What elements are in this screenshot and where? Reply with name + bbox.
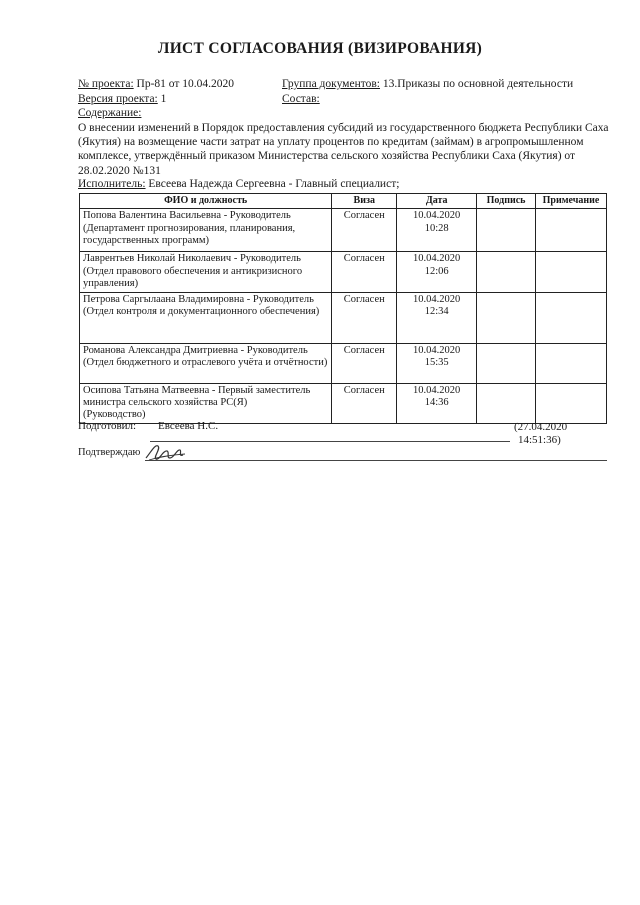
signature-cell xyxy=(477,292,536,343)
table-row xyxy=(80,383,607,423)
content-label: Содержание: xyxy=(78,107,142,119)
approver-name: Романова Александра Дмитриевна - Руководитель xyxy=(83,344,308,356)
date-value: 10.04.2020 xyxy=(413,210,461,222)
document-group-label: Группа документов: xyxy=(282,78,380,90)
date-value: 10.04.2020 xyxy=(413,293,461,305)
project-number-label: № проекта: xyxy=(78,78,134,90)
approver-cell xyxy=(80,343,332,383)
signature-cell xyxy=(477,343,536,383)
visa-cell: Согласен xyxy=(332,209,397,252)
approval-table xyxy=(79,193,607,424)
date-cell xyxy=(397,383,477,423)
approver-department: (Отдел бюджетного и отраслевого учёта и отчётности) xyxy=(83,357,328,369)
table-row xyxy=(80,343,607,383)
header-signature: Подпись xyxy=(477,194,536,209)
project-number-value: Пр-81 от 10.04.2020 xyxy=(136,78,235,90)
project-version-value: 1 xyxy=(160,93,167,105)
approver-department: (Департамент прогнозирования, планирования, государственных программ) xyxy=(83,222,296,247)
confirm-divider xyxy=(145,460,607,461)
approver-name: Лаврентьев Николай Николаевич - Руководитель xyxy=(83,253,301,265)
composition-label: Состав: xyxy=(282,93,320,105)
prepared-name: Евсеева Н.С. xyxy=(158,420,219,432)
approver-name: Осипова Татьяна Матвеевна - Первый заместитель министра сельского хозяйства РС(Я) xyxy=(83,384,311,409)
visa-cell: Согласен xyxy=(332,343,397,383)
table-header-row xyxy=(80,194,607,209)
content-text: О внесении изменений в Порядок предоставления субсидий из государственного бюджета Республики Саха (Якутия) на возмещение части затрат на уплату процентов по кредитам (займам) в агропромышленном комплексе, утверждённый приказом Министерства сельского хозяйства Республики Саха (Якутия) от 28.02.2020 №131 xyxy=(78,122,609,177)
approver-cell xyxy=(80,383,332,423)
approver-cell xyxy=(80,252,332,292)
project-number xyxy=(78,78,234,90)
time-value: 12:34 xyxy=(424,306,449,318)
table-row xyxy=(80,292,607,343)
approver-name: Попова Валентина Васильевна - Руководитель xyxy=(83,210,291,222)
date-cell xyxy=(397,252,477,292)
note-cell xyxy=(536,209,607,252)
document-group xyxy=(282,78,573,90)
document-group-value: 13.Приказы по основной деятельности xyxy=(382,78,574,90)
time-value: 15:35 xyxy=(424,357,449,369)
approver-cell xyxy=(80,292,332,343)
approver-department: (Отдел правового обеспечения и антикризисного управления) xyxy=(83,265,303,290)
note-cell xyxy=(536,383,607,423)
date-value: 10.04.2020 xyxy=(413,384,461,396)
prepared-divider xyxy=(150,441,510,442)
header-name: ФИО и должность xyxy=(80,194,332,209)
executor-value: Евсеева Надежда Сергеевна - Главный специалист; xyxy=(148,178,400,190)
composition xyxy=(282,93,320,105)
header-date: Дата xyxy=(397,194,477,209)
date-value: 10.04.2020 xyxy=(413,253,461,265)
note-cell xyxy=(536,292,607,343)
header-visa: Виза xyxy=(332,194,397,209)
executor xyxy=(78,178,399,190)
table-row xyxy=(80,209,607,252)
confirm-label: Подтверждаю xyxy=(78,447,141,458)
header-note: Примечание xyxy=(536,194,607,209)
date-cell xyxy=(397,343,477,383)
time-value: 12:06 xyxy=(424,265,449,277)
date-value: 10.04.2020 xyxy=(413,344,461,356)
prepared-label: Подготовил: xyxy=(78,420,137,432)
time-value: 10:28 xyxy=(424,222,449,234)
approver-department: (Руководство) xyxy=(83,409,146,421)
approver-name: Петрова Саргылаана Владимировна - Руководитель xyxy=(83,293,314,305)
time-value: 14:36 xyxy=(424,397,449,409)
content-heading xyxy=(78,107,141,119)
executor-label: Исполнитель: xyxy=(78,178,146,190)
date-cell xyxy=(397,209,477,252)
signature-cell xyxy=(477,252,536,292)
date-cell xyxy=(397,292,477,343)
prepared-date: (27.04.2020 xyxy=(514,421,568,433)
prepared-time: 14:51:36) xyxy=(518,434,561,446)
page-title: ЛИСТ СОГЛАСОВАНИЯ (ВИЗИРОВАНИЯ) xyxy=(157,40,483,57)
approver-department: (Отдел контроля и документационного обеспечения) xyxy=(83,306,320,318)
signature-cell xyxy=(477,209,536,252)
project-version-label: Версия проекта: xyxy=(78,93,158,105)
project-version xyxy=(78,93,166,105)
table-row xyxy=(80,252,607,292)
approver-cell xyxy=(80,209,332,252)
note-cell xyxy=(536,252,607,292)
visa-cell: Согласен xyxy=(332,252,397,292)
visa-cell: Согласен xyxy=(332,383,397,423)
note-cell xyxy=(536,343,607,383)
signature-cell xyxy=(477,383,536,423)
visa-cell: Согласен xyxy=(332,292,397,343)
